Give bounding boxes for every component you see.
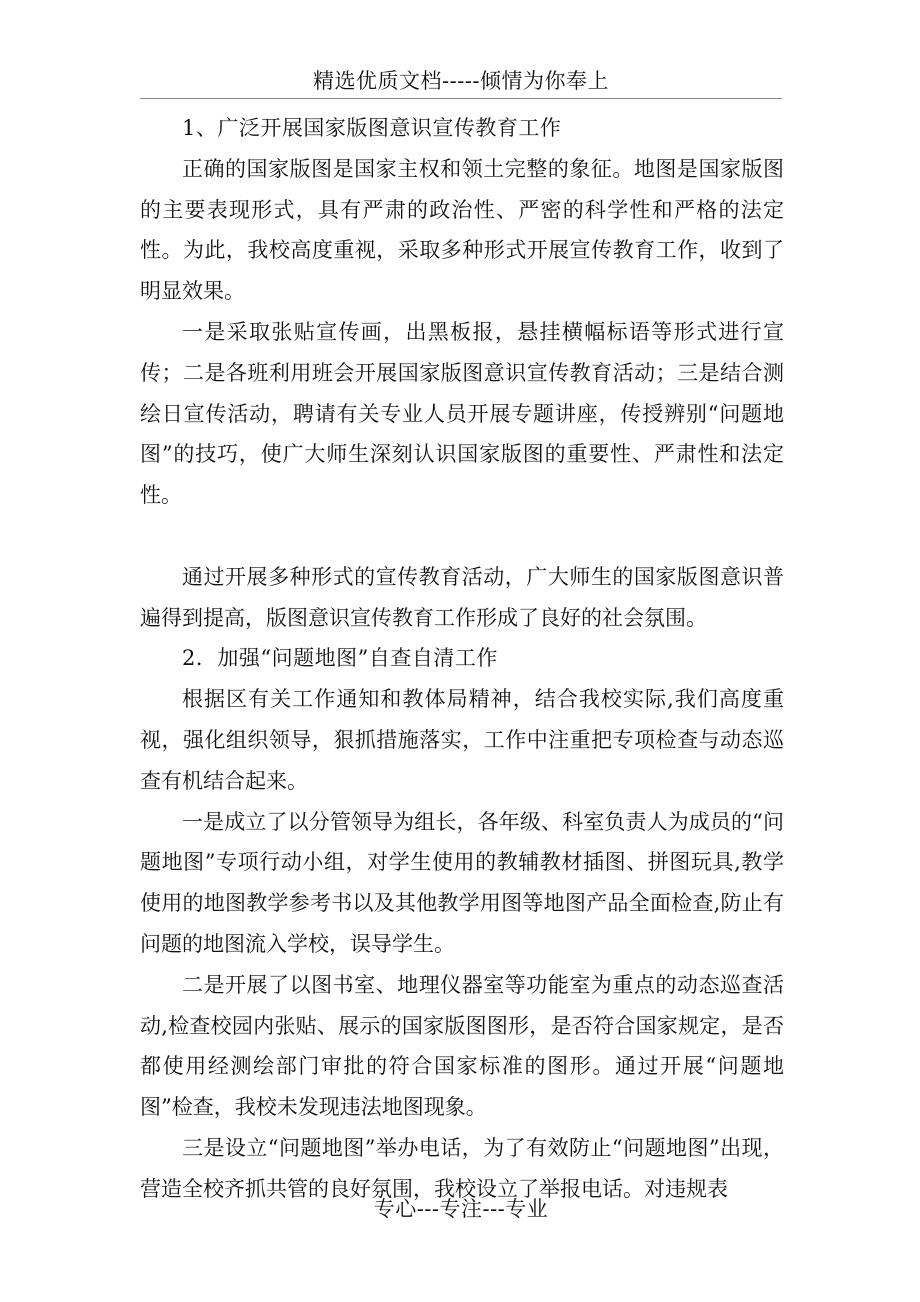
- header-divider: [140, 98, 782, 99]
- paragraph-6: 二是开展了以图书室、地理仪器室等功能室为重点的动态巡查活动,检查校园内张贴、展示的国家版图图形，是否符合国家规定，是否都使用经测绘部门审批的符合国家标准的图形。通过开展“问题地图”检查，我校未发现违法地图现象。: [140, 972, 784, 1120]
- paragraph-3: 通过开展多种形式的宣传教育活动，广大师生的国家版图意识普遍得到提高，版图意识宣传教育工作形成了良好的社会氛围。: [140, 564, 784, 630]
- document-body: [140, 108, 784, 1210]
- paragraph-5: 一是成立了以分管领导为组长，各年级、科室负责人为成员的“问题地图”专项行动小组，对学生使用的教辅教材插图、拼图玩具,教学使用的地图教学参考书以及其他教学用图等地图产品全面检查,防止有问题的地图流入学校，误导学生。: [140, 809, 784, 956]
- paragraph-2: 一是采取张贴宣传画，出黑板报，悬挂横幅标语等形式进行宣传；二是各班利用班会开展国家版图意识宣传教育活动；三是结合测绘日宣传活动，聘请有关专业人员开展专题讲座，传授辨别“问题地图”的技巧，使广大师生深刻认识国家版图的重要性、严肃性和法定性。: [140, 319, 784, 508]
- page-footer: 专心---专注---专业: [373, 1197, 549, 1221]
- blank-line: [140, 516, 784, 557]
- section-heading-1: 1、广泛开展国家版图意识宣传教育工作: [182, 116, 562, 140]
- paragraph-4: 根据区有关工作通知和教体局精神，结合我校实际,我们高度重视，强化组织领导，狠抓措施落实，工作中注重把专项检查与动态巡查有机结合起来。: [140, 687, 784, 793]
- paragraph-1: 正确的国家版图是国家主权和领土完整的象征。地图是国家版图的主要表现形式，具有严肃的政治性、严密的科学性和严格的法定性。为此，我校高度重视，采取多种形式开展宣传教育工作，收到了明显效果。: [140, 156, 784, 304]
- page-header: 精选优质文档-----倾情为你奉上: [313, 69, 609, 93]
- paragraph-7: 三是设立“问题地图”举办电话，为了有效防止“问题地图”出现，营造全校齐抓共管的良好氛围，我校设立了举报电话。对违规表: [140, 1135, 784, 1201]
- section-heading-2: 2．加强“问题地图”自查自清工作: [182, 646, 498, 671]
